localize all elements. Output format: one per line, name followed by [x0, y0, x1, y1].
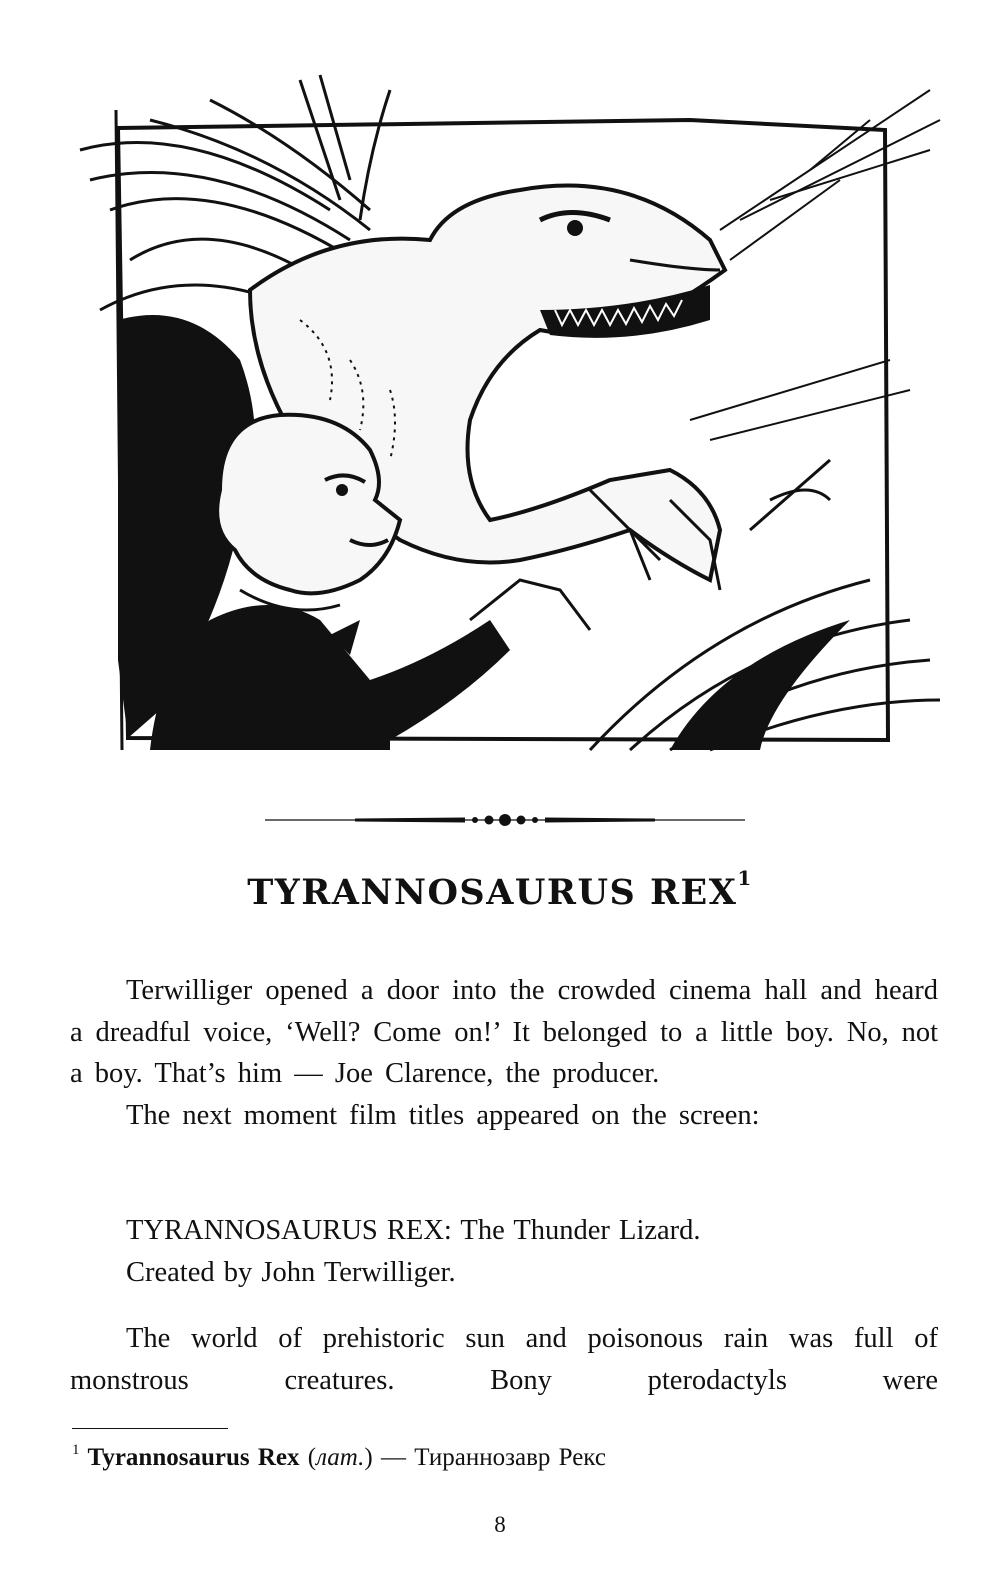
title-footnote-marker: 1 [737, 866, 753, 890]
footnote-marker: 1 [72, 1442, 80, 1458]
tyrannosaurus-illustration [70, 60, 950, 760]
speed-lines [690, 90, 940, 440]
footnote [72, 1444, 606, 1472]
screen-title-line-2: Created by John Terwilliger. [126, 1256, 456, 1288]
decorative-divider [265, 808, 745, 832]
paragraph-1: Terwilliger opened a door into the crowded cinema hall and heard a dreadful voice, ‘Well? Come on!’ It belonged to a little boy. No, not a boy. That’s him — Joe Clarence, the producer. [70, 975, 938, 1089]
paragraph-2: The next moment film titles appeared on the screen: [126, 1099, 760, 1131]
screen-titles [70, 1210, 938, 1293]
body-text-continued [70, 1318, 938, 1401]
chapter-title-text: TYRANNOSAURUS REX [247, 872, 738, 913]
footnote-rule [72, 1428, 228, 1429]
footnote-term: Tyrannosaurus Rex [87, 1444, 300, 1471]
footnote-close-paren-dash: ) — [364, 1444, 406, 1471]
footnote-open-paren: ( [307, 1444, 317, 1471]
footnote-language: лат. [316, 1444, 365, 1471]
paragraph-3: The world of prehistoric sun and poisonous rain was full of monstrous creatures. Bony pterodactyls were [70, 1323, 938, 1396]
footnote-translation: Тираннозавр Рекс [414, 1444, 606, 1471]
page-number: 8 [494, 1512, 506, 1537]
screen-title-line-1: TYRANNOSAURUS REX: The Thunder Lizard. [126, 1215, 701, 1246]
body-text [70, 970, 938, 1136]
foliage-bottom-right-dark [670, 620, 850, 750]
chapter-title [0, 866, 1000, 913]
